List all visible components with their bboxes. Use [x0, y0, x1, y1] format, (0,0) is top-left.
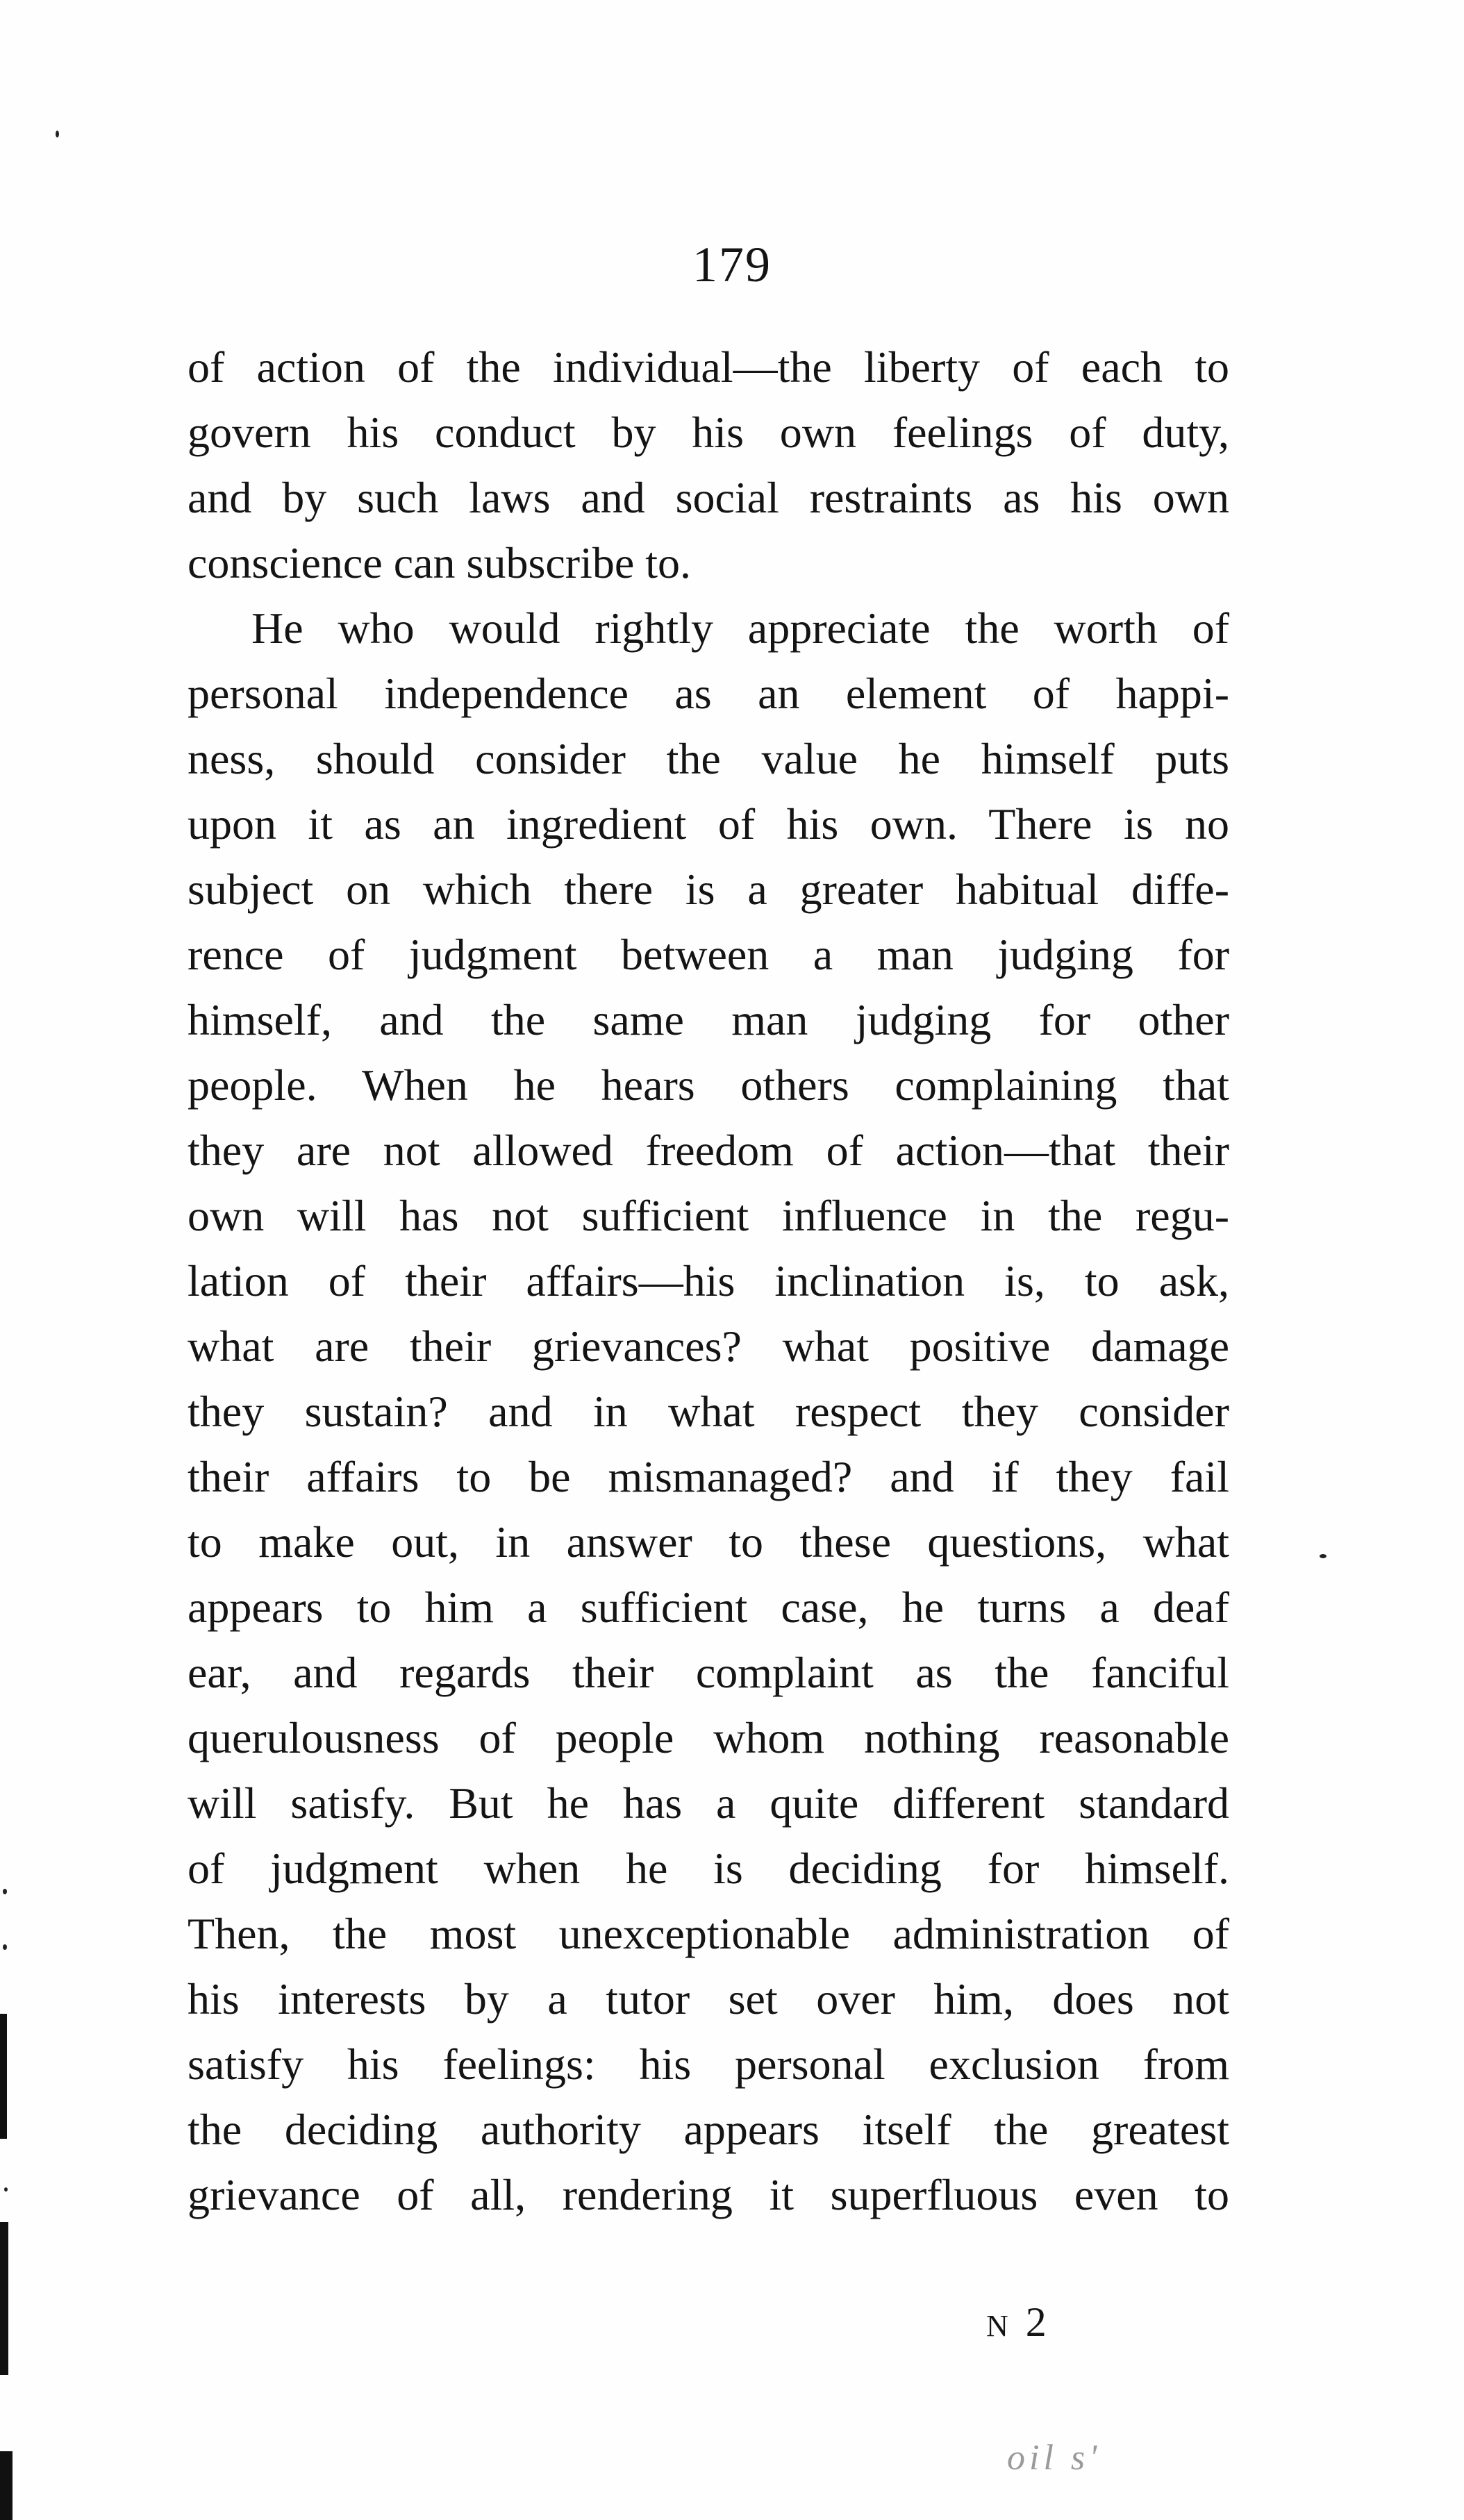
text-line: govern his conduct by his own feelings of duty,	[188, 408, 1229, 457]
text-line: will satisfy. But he has a quite different standard	[188, 1778, 1229, 1828]
text-line: people. When he hears others complaining that	[188, 1060, 1229, 1110]
text-line: satisfy his feelings: his personal exclusion from	[188, 2039, 1229, 2089]
text-line: subject on which there is a greater habitual diffe-	[188, 865, 1229, 914]
text-line: querulousness of people whom nothing reasonable	[188, 1713, 1229, 1762]
signature-number: 2	[1025, 2299, 1047, 2345]
text-line: He who would rightly appreciate the worth of	[251, 603, 1229, 653]
signature-mark	[986, 2298, 1139, 2346]
scan-speck	[3, 1944, 7, 1950]
text-line: lation of their affairs—his inclination is, to ask,	[188, 1256, 1229, 1305]
text-line: their affairs to be mismanaged? and if they fail	[188, 1452, 1229, 1501]
faint-library-mark: oil s'	[1007, 2438, 1101, 2478]
text-line: they sustain? and in what respect they consider	[188, 1387, 1229, 1436]
text-line: ness, should consider the value he himself puts	[188, 734, 1229, 783]
text-line: rence of judgment between a man judging for	[188, 930, 1229, 979]
text-line: Then, the most unexceptionable administration of	[188, 1909, 1229, 1958]
scan-speck	[3, 1889, 7, 1894]
text-line: appears to him a sufficient case, he turns a deaf	[188, 1583, 1229, 1632]
body-text	[188, 335, 1229, 2228]
text-line: conscience can subscribe to.	[188, 538, 692, 587]
gutter-shadow	[0, 2451, 13, 2520]
text-line: personal independence as an element of happi-	[188, 669, 1229, 718]
text-line: own will has not sufficient influence in the regu-	[188, 1191, 1229, 1240]
text-line: they are not allowed freedom of action—that their	[188, 1126, 1229, 1175]
signature-letter: N	[986, 2309, 1010, 2343]
text-line: and by such laws and social restraints as his own	[188, 473, 1229, 522]
text-line: the deciding authority appears itself the greatest	[188, 2105, 1229, 2154]
scan-speck	[1320, 1554, 1326, 1558]
text-line: to make out, in answer to these questions, what	[188, 1517, 1229, 1567]
text-line: of judgment when he is deciding for himself.	[188, 1844, 1229, 1893]
text-line: his interests by a tutor set over him, does not	[188, 1974, 1229, 2023]
scan-speck	[56, 131, 59, 137]
scan-speck	[4, 2187, 8, 2192]
gutter-shadow	[0, 2222, 8, 2375]
text-line: himself, and the same man judging for other	[188, 995, 1229, 1044]
text-line: of action of the individual—the liberty of each to	[188, 342, 1229, 392]
text-line: grievance of all, rendering it superfluous even to	[188, 2170, 1229, 2219]
text-line: what are their grievances? what positive damage	[188, 1321, 1229, 1371]
gutter-shadow	[0, 2014, 7, 2139]
page-number: 179	[692, 237, 772, 292]
text-line: upon it as an ingredient of his own. There is no	[188, 799, 1229, 849]
text-line: ear, and regards their complaint as the fanciful	[188, 1648, 1229, 1697]
